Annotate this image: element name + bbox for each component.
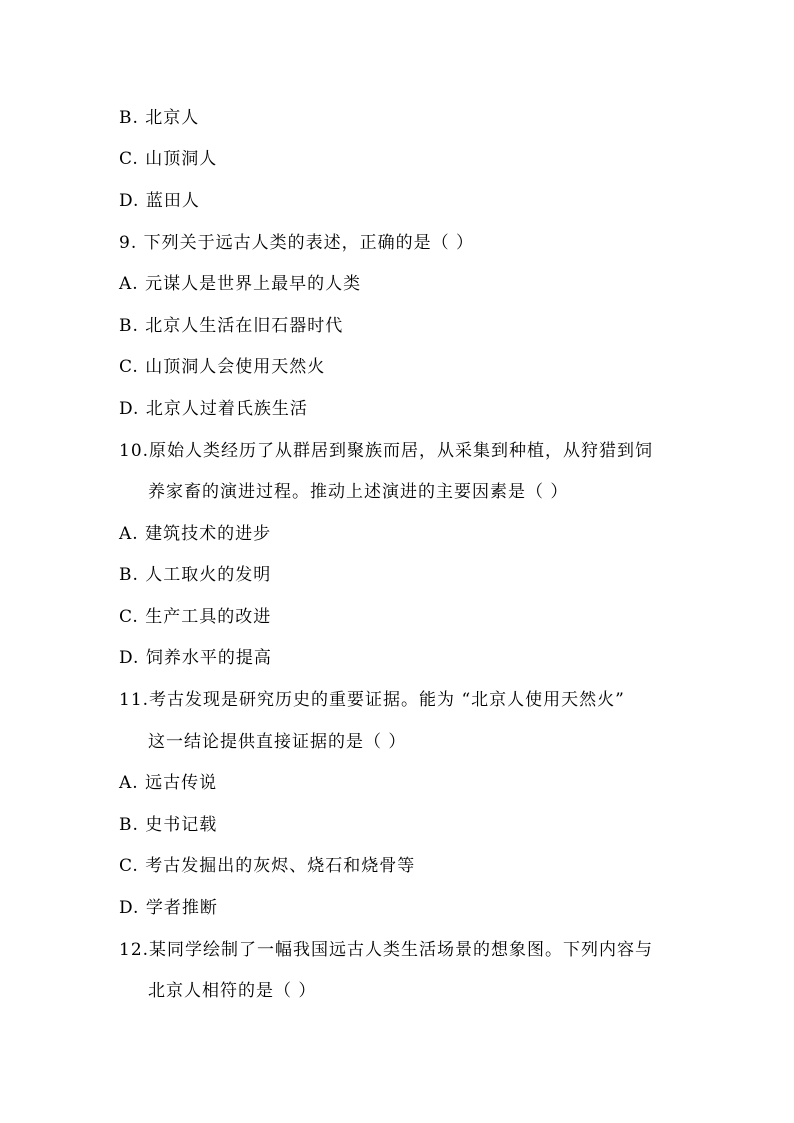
q9-option-d: D. 北京人过着氏族生活: [119, 399, 308, 419]
q10-stem-line2: 养家畜的演进过程。推动上述演进的主要因素是（ ）: [148, 482, 569, 502]
q9-stem: 9. 下列关于远古人类的表述，正确的是（ ）: [119, 233, 475, 253]
q8-option-b: B. 北京人: [119, 108, 200, 128]
q10-option-d: D. 饲养水平的提高: [119, 648, 272, 668]
q9-option-a: A. 元谋人是世界上最早的人类: [119, 274, 362, 294]
q11-option-d: D. 学者推断: [119, 898, 218, 918]
q10-option-a: A. 建筑技术的进步: [119, 524, 272, 544]
q11-stem-line1: 11.考古发现是研究历史的重要证据。能为 “北京人使用天然火”: [119, 690, 625, 710]
q12-stem-line1: 12.某同学绘制了一幅我国远古人类生活场景的想象图。下列内容与: [119, 940, 654, 960]
q12-stem-line2: 北京人相符的是（ ）: [148, 981, 317, 1001]
q10-option-c: C. 生产工具的改进: [119, 607, 272, 627]
q8-option-c: C. 山顶洞人: [119, 149, 218, 169]
q9-option-c: C. 山顶洞人会使用天然火: [119, 357, 326, 377]
q11-option-a: A. 远古传说: [119, 773, 218, 793]
q11-stem-line2: 这一结论提供直接证据的是（ ）: [148, 732, 407, 752]
q11-option-b: B. 史书记载: [119, 815, 218, 835]
q8-option-d: D. 蓝田人: [119, 191, 200, 211]
q11-option-c: C. 考古发掘出的灰烬、烧石和烧骨等: [119, 856, 416, 876]
q10-option-b: B. 人工取火的发明: [119, 565, 272, 585]
q10-stem-line1: 10.原始人类经历了从群居到聚族而居，从采集到种植，从狩猎到饲: [119, 441, 654, 461]
q9-option-b: B. 北京人生活在旧石器时代: [119, 316, 344, 336]
